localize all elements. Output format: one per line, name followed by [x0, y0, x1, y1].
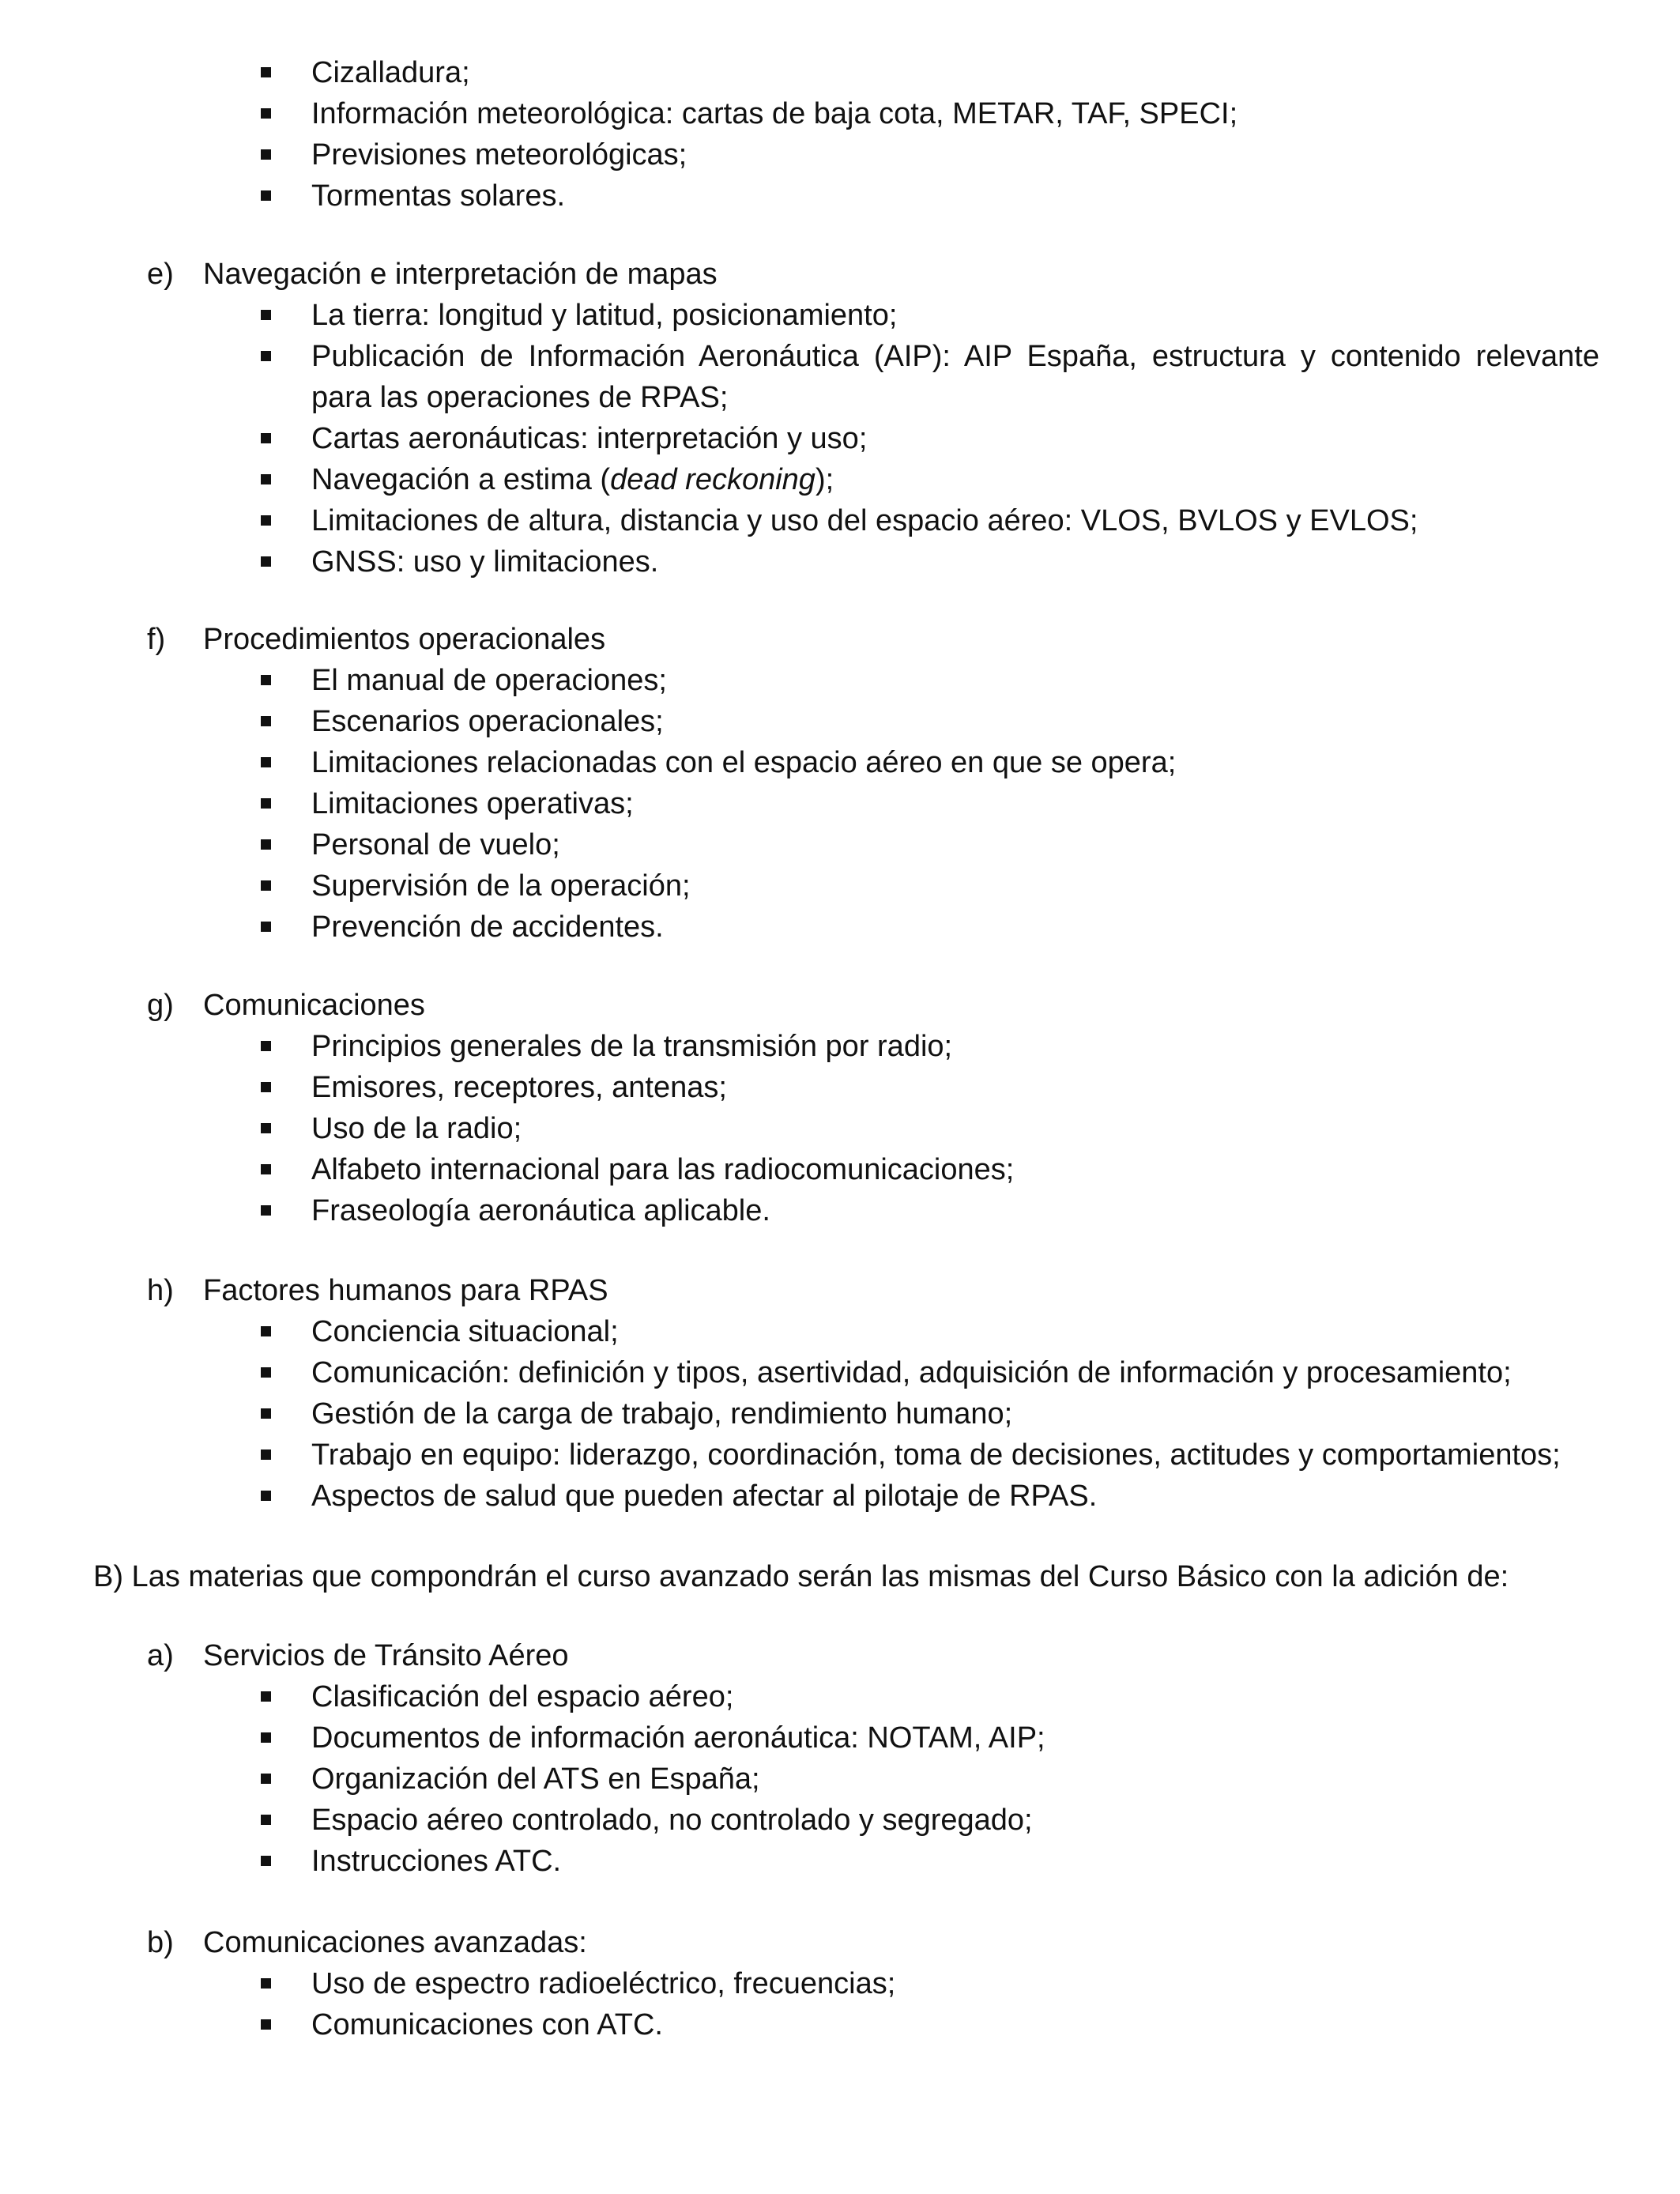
list-item: Alfabeto internacional para las radiocomunicaciones; [311, 1153, 1015, 1186]
list-item: Supervisión de la operación; [311, 869, 691, 903]
paragraph-intro: B) Las materias que compondrán el curso avanzado serán las mismas del Curso Básico con la adición de: [93, 1560, 1509, 1593]
list-item: Prevención de accidentes. [311, 910, 664, 944]
list-item: Información meteorológica: cartas de baja cota, METAR, TAF, SPECI; [311, 97, 1238, 130]
bullet-marker [261, 1732, 271, 1743]
list-item: Documentos de información aeronáutica: NOTAM, AIP; [311, 1721, 1045, 1755]
bullet-marker [261, 515, 271, 526]
list-item: Cartas aeronáuticas: interpretación y uso; [311, 422, 868, 455]
section-title: Factores humanos para RPAS [203, 1274, 608, 1307]
list-item: Cizalladura; [311, 56, 470, 89]
bullet-marker [261, 798, 271, 809]
list-item: Trabajo en equipo: liderazgo, coordinación, toma de decisiones, actitudes y comportamientos; [311, 1438, 1561, 1472]
list-item: Previsiones meteorológicas; [311, 138, 687, 172]
bullet-marker [261, 67, 271, 77]
bullet-marker [261, 2019, 271, 2030]
section-title: Procedimientos operacionales [203, 623, 606, 656]
list-item: La tierra: longitud y latitud, posicionamiento; [311, 299, 898, 332]
bullet-marker [261, 1449, 271, 1460]
section-title: Comunicaciones avanzadas: [203, 1926, 587, 1959]
bullet-marker [261, 1205, 271, 1216]
list-item: Uso de espectro radioeléctrico, frecuencias; [311, 1967, 896, 2000]
bullet-marker [261, 1691, 271, 1702]
bullet-marker [261, 108, 271, 119]
bullet-marker [261, 1856, 271, 1866]
bullet-marker [261, 839, 271, 850]
bullet-marker [261, 716, 271, 726]
list-item-continuation: para las operaciones de RPAS; [311, 381, 729, 414]
list-item: Escenarios operacionales; [311, 705, 664, 738]
section-letter: e) [147, 258, 174, 291]
bullet-marker [261, 1123, 271, 1133]
list-item: Limitaciones operativas; [311, 787, 634, 820]
list-item: Espacio aéreo controlado, no controlado y segregado; [311, 1804, 1033, 1837]
section-title: Servicios de Tránsito Aéreo [203, 1639, 569, 1672]
list-item: Comunicación: definición y tipos, asertividad, adquisición de información y procesamiento; [311, 1356, 1512, 1389]
list-item: Instrucciones ATC. [311, 1845, 562, 1878]
list-item: Comunicaciones con ATC. [311, 2008, 663, 2041]
bullet-marker [261, 1408, 271, 1419]
list-item: Publicación de Información Aeronáutica (AIP): AIP España, estructura y contenido relevante [311, 340, 1599, 373]
list-item: Limitaciones de altura, distancia y uso del espacio aéreo: VLOS, BVLOS y EVLOS; [311, 504, 1418, 537]
list-item: GNSS: uso y limitaciones. [311, 545, 659, 579]
list-item: Fraseología aeronáutica aplicable. [311, 1194, 770, 1227]
bullet-marker [261, 1326, 271, 1336]
list-item: Limitaciones relacionadas con el espacio aéreo en que se opera; [311, 746, 1177, 779]
bullet-marker [261, 149, 271, 160]
bullet-marker [261, 556, 271, 567]
list-item: Conciencia situacional; [311, 1315, 619, 1348]
bullet-marker [261, 1815, 271, 1825]
bullet-marker [261, 433, 271, 443]
bullet-marker [261, 1774, 271, 1784]
section-letter: h) [147, 1274, 174, 1307]
list-item: Uso de la radio; [311, 1112, 522, 1145]
list-item-text: ); [815, 463, 834, 496]
bullet-marker [261, 1164, 271, 1174]
italic-term: dead reckoning [610, 463, 816, 496]
bullet-marker [261, 1367, 271, 1378]
list-item: Personal de vuelo; [311, 828, 560, 861]
bullet-marker [261, 675, 271, 685]
section-letter: f) [147, 623, 166, 656]
section-letter: b) [147, 1926, 174, 1959]
bullet-marker [261, 1978, 271, 1989]
bullet-marker [261, 474, 271, 484]
list-item-text: Navegación a estima ( [311, 463, 611, 496]
bullet-marker [261, 1041, 271, 1051]
list-item [311, 460, 834, 499]
bullet-marker [261, 880, 271, 891]
list-item: Principios generales de la transmisión por radio; [311, 1030, 953, 1063]
bullet-marker [261, 1082, 271, 1092]
bullet-marker [261, 757, 271, 767]
section-letter: g) [147, 989, 174, 1022]
list-item: Organización del ATS en España; [311, 1762, 760, 1796]
section-letter: a) [147, 1639, 174, 1672]
bullet-marker [261, 1491, 271, 1501]
bullet-marker [261, 922, 271, 932]
list-item: Clasificación del espacio aéreo; [311, 1680, 734, 1713]
list-item: Tormentas solares. [311, 179, 566, 213]
section-title: Comunicaciones [203, 989, 425, 1022]
bullet-marker [261, 351, 271, 361]
bullet-marker [261, 310, 271, 320]
list-item: El manual de operaciones; [311, 664, 667, 697]
list-item: Gestión de la carga de trabajo, rendimiento humano; [311, 1397, 1013, 1431]
list-item: Aspectos de salud que pueden afectar al pilotaje de RPAS. [311, 1480, 1098, 1513]
bullet-marker [261, 190, 271, 201]
section-title: Navegación e interpretación de mapas [203, 258, 718, 291]
list-item: Emisores, receptores, antenas; [311, 1071, 727, 1104]
